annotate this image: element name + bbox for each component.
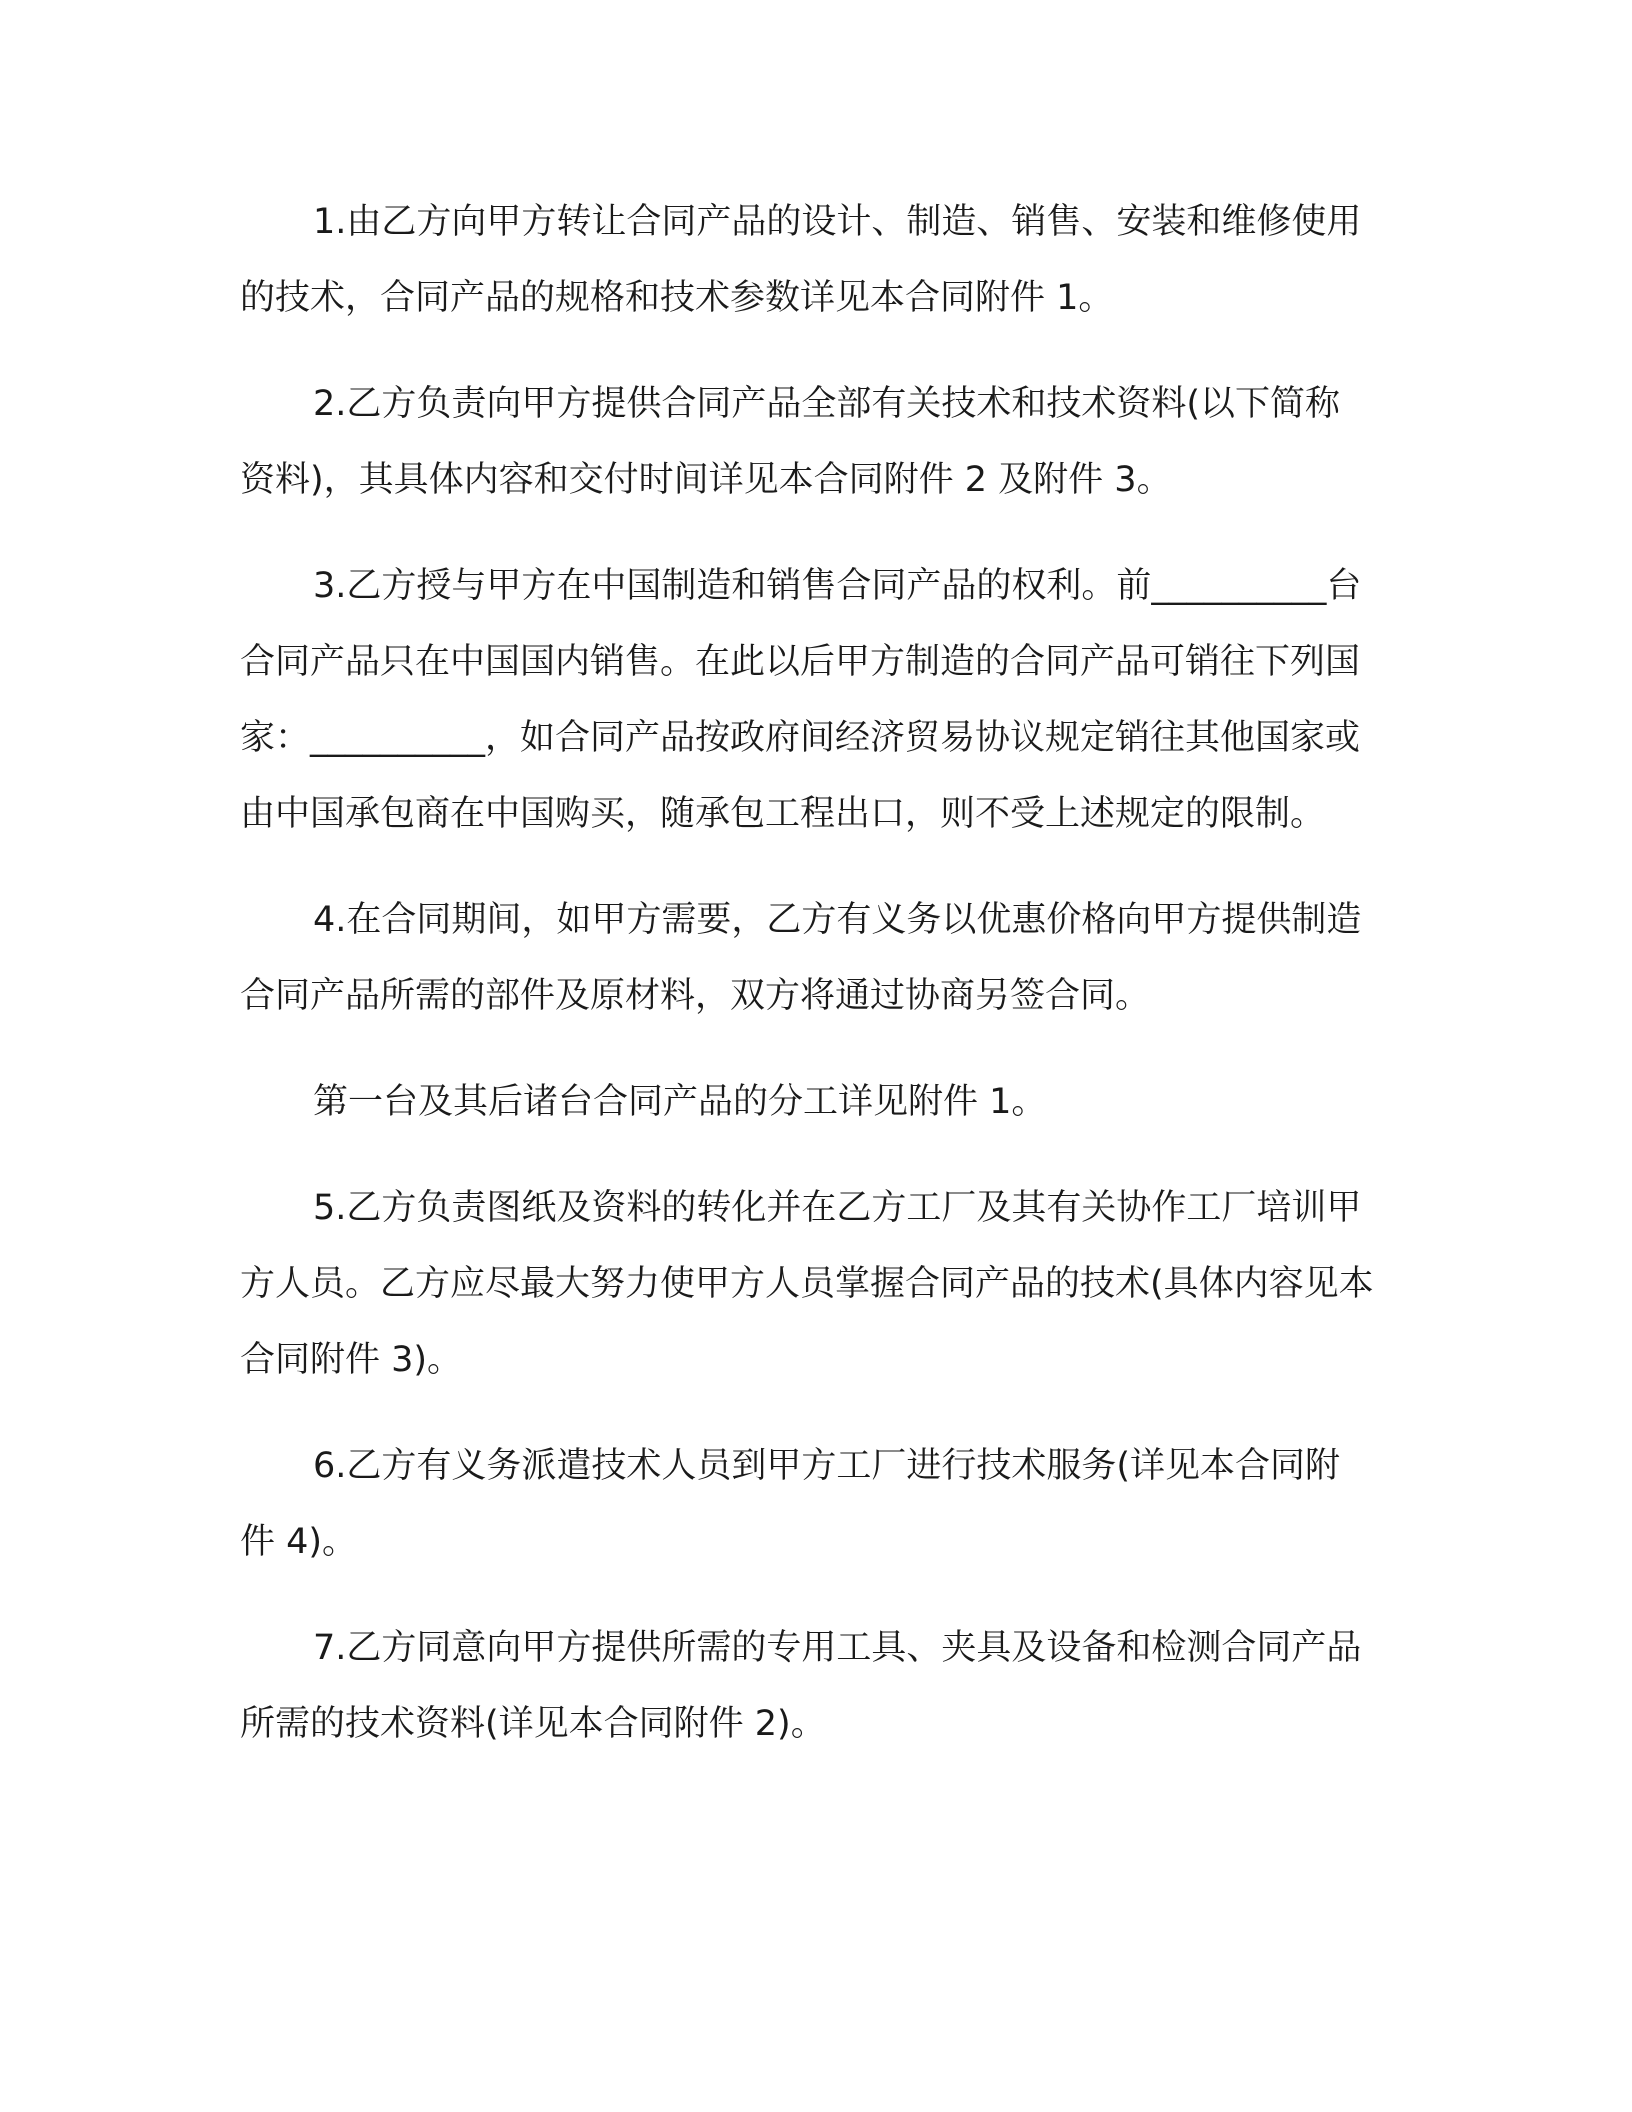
- paragraph-clause-4: 4.在合同期间，如甲方需要，乙方有义务以优惠价格向甲方提供制造合同产品所需的部件及原材料，双方将通过协商另签合同。: [240, 900, 1362, 1016]
- paragraph-clause-6: 6.乙方有义务派遣技术人员到甲方工厂进行技术服务(详见本合同附件 4)。: [240, 1446, 1341, 1562]
- paragraph-clause-7: 7.乙方同意向甲方提供所需的专用工具、夹具及设备和检测合同产品所需的技术资料(详见本合同附件 2)。: [240, 1628, 1362, 1744]
- document-body: [240, 184, 1375, 1762]
- paragraph-clause-3: 3.乙方授与甲方在中国制造和销售合同产品的权利。前__________台合同产品只在中国国内销售。在此以后甲方制造的合同产品可销往下列国家：__________，如合同产品按政府间经济贸易协议规定销往其他国家或由中国承包商在中国购买，随承包工程出口，则不受上述规定的限制。: [240, 566, 1362, 834]
- paragraph-clause-5: 5.乙方负责图纸及资料的转化并在乙方工厂及其有关协作工厂培训甲方人员。乙方应尽最大努力使甲方人员掌握合同产品的技术(具体内容见本合同附件 3)。: [240, 1188, 1374, 1380]
- paragraph-clause-2: 2.乙方负责向甲方提供合同产品全部有关技术和技术资料(以下简称资料)，其具体内容和交付时间详见本合同附件 2 及附件 3。: [240, 384, 1341, 500]
- paragraph-clause-1: 1.由乙方向甲方转让合同产品的设计、制造、销售、安装和维修使用的技术，合同产品的规格和技术参数详见本合同附件 1。: [240, 202, 1362, 318]
- paragraph-clause-4-note: 第一台及其后诸台合同产品的分工详见附件 1。: [313, 1082, 1047, 1122]
